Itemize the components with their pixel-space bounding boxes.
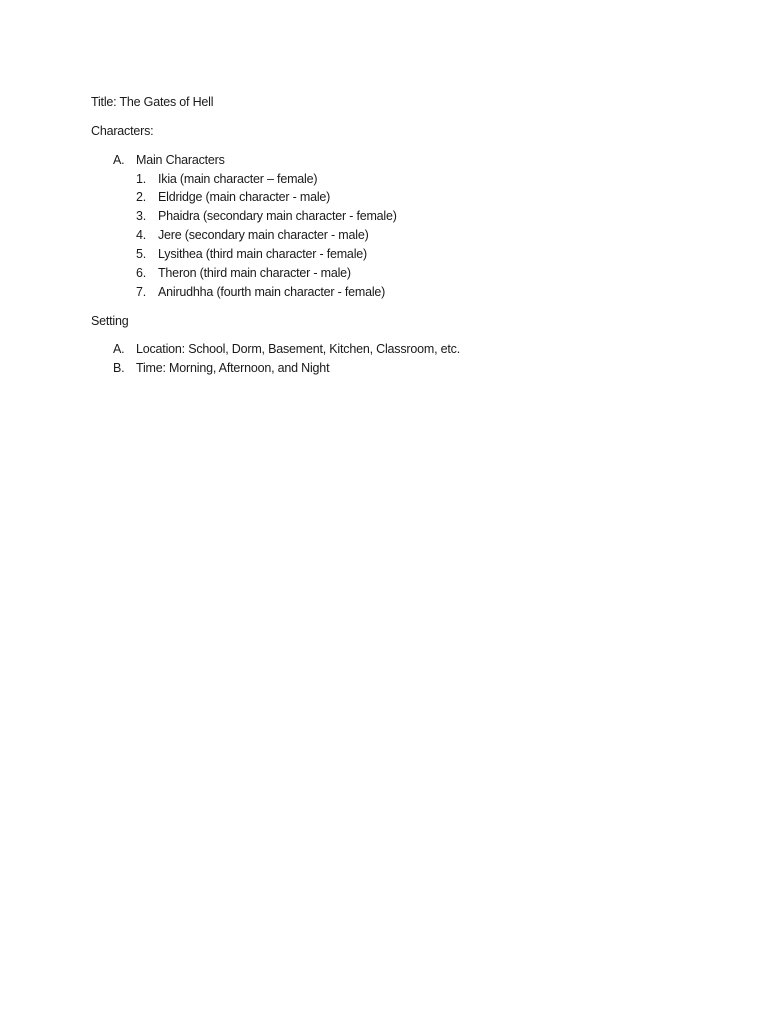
list-marker: 4. [136, 228, 147, 242]
list-marker: 6. [136, 266, 147, 280]
list-item: Jere (secondary main character - male) [158, 228, 369, 242]
list-marker: 2. [136, 190, 147, 204]
list-marker: A. [113, 342, 125, 356]
list-marker: 7. [136, 285, 147, 299]
setting-heading: Setting [91, 314, 129, 328]
list-marker: 3. [136, 209, 147, 223]
list-item: Theron (third main character - male) [158, 266, 351, 280]
list-item: Location: School, Dorm, Basement, Kitchen, Classroom, etc. [136, 342, 460, 356]
characters-heading: Characters: [91, 124, 154, 138]
list-item: Phaidra (secondary main character - female) [158, 209, 397, 223]
list-item: Anirudhha (fourth main character - female) [158, 285, 386, 299]
list-item: Eldridge (main character - male) [158, 190, 331, 204]
list-item: Ikia (main character – female) [158, 172, 318, 186]
list-marker: 1. [136, 172, 147, 186]
list-marker: A. [113, 153, 125, 167]
main-characters-label: Main Characters [136, 153, 225, 167]
list-marker: 5. [136, 247, 147, 261]
list-marker: B. [113, 361, 125, 375]
document-title: Title: The Gates of Hell [91, 95, 214, 109]
list-item: Time: Morning, Afternoon, and Night [136, 361, 330, 375]
list-item: Lysithea (third main character - female) [158, 247, 367, 261]
